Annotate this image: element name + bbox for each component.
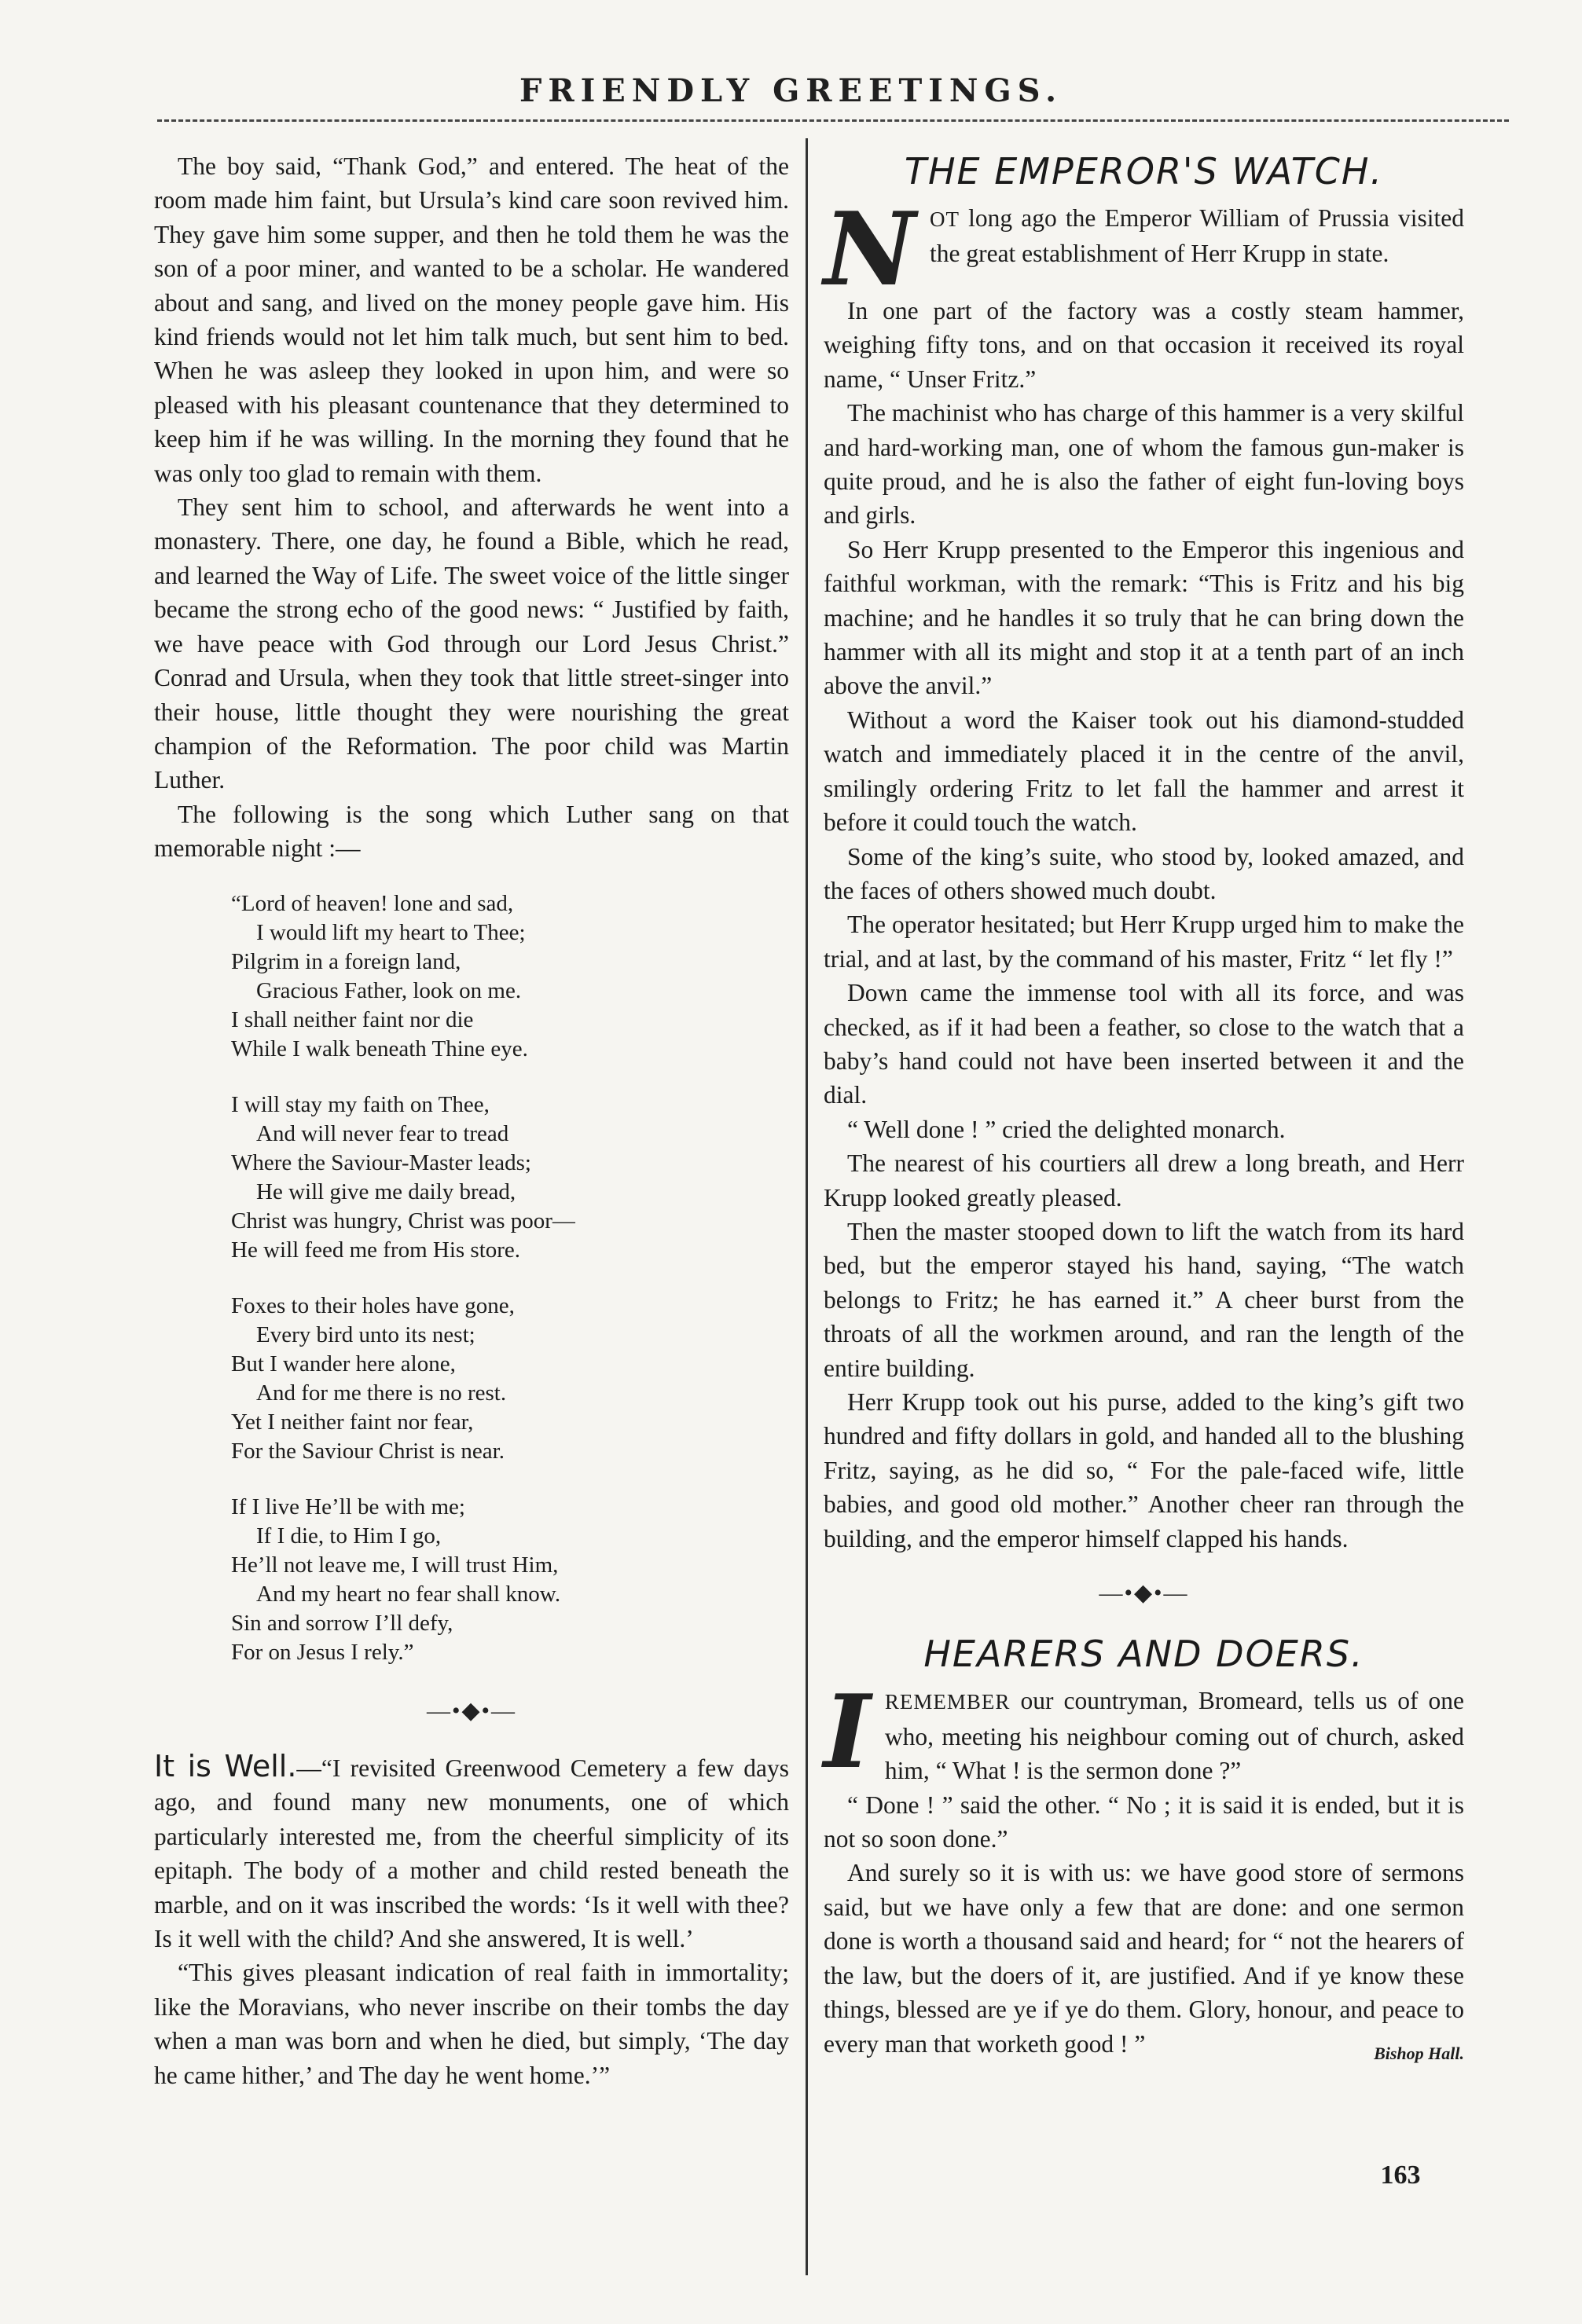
emperor-paragraph-1 — [824, 201, 1464, 271]
it-is-well-title: It is Well. — [154, 1748, 297, 1783]
emperor-paragraph: The machinist who has charge of this hammer is a very skilful and hard-working man, one of whom the famous gun-maker is quite proud, and he is also the father of eight fun-loving boys and girls. — [824, 399, 1464, 530]
hearers-paragraph-3 — [824, 1856, 1464, 2063]
poem-line: If I live He’ll be with me; — [231, 1494, 465, 1519]
it-is-well-paragraph-1 — [154, 1750, 789, 1956]
story-paragraph-3: The following is the song which Luther sang on that memorable night :— — [154, 800, 789, 863]
poem-line: Every bird unto its nest; — [256, 1321, 475, 1347]
stanza — [231, 1091, 789, 1265]
poem-line: Foxes to their holes have gone, — [231, 1292, 515, 1318]
hearers-paragraph-1-text: our countryman, Bromeard, tells us of one who, meeting his neighbour coming out of church, asked him, “ What ! is the sermon done ?” — [884, 1687, 1464, 1785]
lead-in-word: OT — [930, 207, 960, 231]
luther-song — [231, 889, 789, 1667]
section-ornament: —•◆•— — [1099, 1580, 1189, 1607]
author-signature: Bishop Hall. — [1374, 2043, 1464, 2063]
stanza — [231, 889, 789, 1064]
emperor-opening — [824, 191, 1464, 309]
page-number: 163 — [1380, 2161, 1421, 2190]
drop-cap-letter: I — [824, 1673, 871, 1792]
emperor-paragraph: Herr Krupp took out his purse, added to the king’s gift two hundred and fifty dollars in gold, and handed all to the blushing Fritz, saying, as he did so, “ For the pale-faced wife, little babies, and good old mother.” Another cheer ran through the building, and the emperor himself clapped his hands. — [824, 1388, 1464, 1552]
poem-line: And my heart no fear shall know. — [256, 1581, 561, 1607]
story-paragraph-1: The boy said, “Thank God,” and entered. The heat of the room made him faint, but Ursula’s kind care soon revived him. They gave him some supper, and then he told them he was the son of a poor miner, and wanted to be a scholar. He wandered about and sang, and lived on the money people gave him. His kind friends would not let him talk much, but sent him to bed. When he was asleep they looked in upon him, and were so pleased with his pleasant countenance that they determined to keep him if he was willing. In the morning they found that he was only too glad to remain with them. — [154, 152, 789, 487]
poem-line: But I wander here alone, — [231, 1351, 456, 1376]
poem-line: He’ll not leave me, I will trust Him, — [231, 1552, 559, 1578]
poem-line: Christ was hungry, Christ was poor— — [231, 1208, 575, 1233]
section-ornament: —•◆•— — [426, 1697, 517, 1724]
emperor-paragraph: So Herr Krupp presented to the Emperor this ingenious and faithful workman, with the remark: “This is Fritz and his big machine; and he handles it so truly that he can bring down the hammer with all its might and stop it at a tenth part of an inch above the anvil.” — [824, 535, 1464, 700]
poem-line: Yet I neither faint nor fear, — [231, 1409, 474, 1435]
left-column — [154, 149, 789, 2092]
it-is-well-text: —“I revisited Greenwood Cemetery a few days ago, and found many new monuments, one of which particularly interested me, from the cheerful simplicity of its epitaph. The body of a mother and child rested beneath the marble, and on it was inscribed the words: ‘Is it well with thee? Is it well with the child? And she answered, It is well.’ — [154, 1754, 789, 1952]
hearers-opening — [824, 1673, 1464, 1792]
poem-line: “Lord of heaven! lone and sad, — [231, 890, 514, 916]
emperor-paragraph-1-text: long ago the Emperor William of Prussia visited the great establishment of Herr Krupp in state. — [930, 204, 1464, 268]
poem-line: I will stay my faith on Thee, — [231, 1091, 490, 1117]
poem-line: Where the Saviour-Master leads; — [231, 1149, 531, 1175]
right-column — [824, 149, 1464, 2070]
poem-line: While I walk beneath Thine eye. — [231, 1036, 528, 1061]
stanza — [231, 1493, 789, 1667]
hearers-doers-title: HEARERS AND DOERS. — [923, 1633, 1364, 1676]
page-header: FRIENDLY GREETINGS. — [519, 72, 1063, 109]
emperor-paragraph: Without a word the Kaiser took out his diamond-studded watch and immediately placed it in the centre of the anvil, smilingly ordering Fritz to let fall the hammer and arrest it before it could touch the watch. — [824, 706, 1464, 837]
emperor-paragraph: The nearest of his courtiers all drew a long breath, and Herr Krupp looked greatly pleased. — [824, 1149, 1464, 1211]
poem-line: He will feed me from His store. — [231, 1237, 521, 1263]
hearers-paragraph-1 — [824, 1673, 1464, 1792]
header-rule — [157, 119, 1509, 122]
poem-line: For the Saviour Christ is near. — [231, 1438, 505, 1464]
poem-line: And for me there is no rest. — [256, 1380, 507, 1406]
drop-cap-letter: N — [824, 191, 916, 309]
poem-line: For on Jesus I rely.” — [231, 1639, 414, 1665]
emperor-paragraph: In one part of the factory was a costly steam hammer, weighing fifty tons, and on that occasion it received its royal name, “ Unser Fritz.” — [824, 297, 1464, 393]
poem-line: Pilgrim in a foreign land, — [231, 948, 461, 974]
emperor-paragraph: “ Well done ! ” cried the delighted monarch. — [847, 1115, 1286, 1143]
hearers-paragraph-3-text: And surely so it is with us: we have good store of sermons said, but we have only a few that are done: and one sermon done is worth a thousand said and heard; for “ not the hearers of the law, but the doers of it, are justified. And if ye know these things, blessed are ye if ye do them. Glory, honour, and peace to every man that worketh good ! ” — [824, 1859, 1464, 2058]
emperor-paragraph: Down came the immense tool with all its force, and was checked, as if it had been a feather, so close to the watch that a baby’s hand could not have been inserted between it and the dial. — [824, 979, 1464, 1109]
poem-line: He will give me daily bread, — [256, 1178, 516, 1204]
poem-line: I would lift my heart to Thee; — [256, 919, 526, 945]
emperor-paragraph: The operator hesitated; but Herr Krupp urged him to make the trial, and at last, by the command of his master, Fritz “ let fly !” — [824, 911, 1464, 973]
poem-line: If I die, to Him I go, — [256, 1523, 442, 1549]
lead-in-word: REMEMBER — [884, 1690, 1011, 1714]
poem-line: Gracious Father, look on me. — [256, 977, 522, 1003]
emperor-paragraph: Then the master stooped down to lift the watch from its hard bed, but the emperor stayed his hand, saying, “The watch belongs to Fritz; he has earned it.” A cheer burst from the throats of all the workmen around, and ran the length of the entire building. — [824, 1217, 1464, 1382]
poem-line: I shall neither faint nor die — [231, 1006, 474, 1032]
stanza — [231, 1292, 789, 1466]
poem-line: And will never fear to tread — [256, 1120, 509, 1146]
emperor-watch-title: THE EMPEROR'S WATCH. — [904, 150, 1384, 192]
it-is-well-paragraph-2: “This gives pleasant indication of real faith in immortality; like the Moravians, who never inscribe on their tombs the day when a man was born and when he died, but simply, ‘The day he came hither,’ and The day he went home.’” — [154, 1959, 789, 2089]
story-paragraph-2: They sent him to school, and afterwards he went into a monastery. There, one day, he found a Bible, which he read, and learned the Way of Life. The sweet voice of the little singer became the strong echo of the good news: “ Justified by faith, we have peace with God through our Lord Jesus Christ.” Conrad and Ursula, when they took that little street-singer into their house, little thought they were nourishing the great champion of the Reformation. The poor child was Martin Luther. — [154, 493, 789, 794]
emperor-paragraph: Some of the king’s suite, who stood by, looked amazed, and the faces of others showed much doubt. — [824, 842, 1464, 904]
poem-line: Sin and sorrow I’ll defy, — [231, 1610, 453, 1636]
hearers-paragraph-2: “ Done ! ” said the other. “ No ; it is said it is ended, but it is not so soon done.” — [824, 1791, 1464, 1853]
column-divider — [806, 138, 808, 2275]
